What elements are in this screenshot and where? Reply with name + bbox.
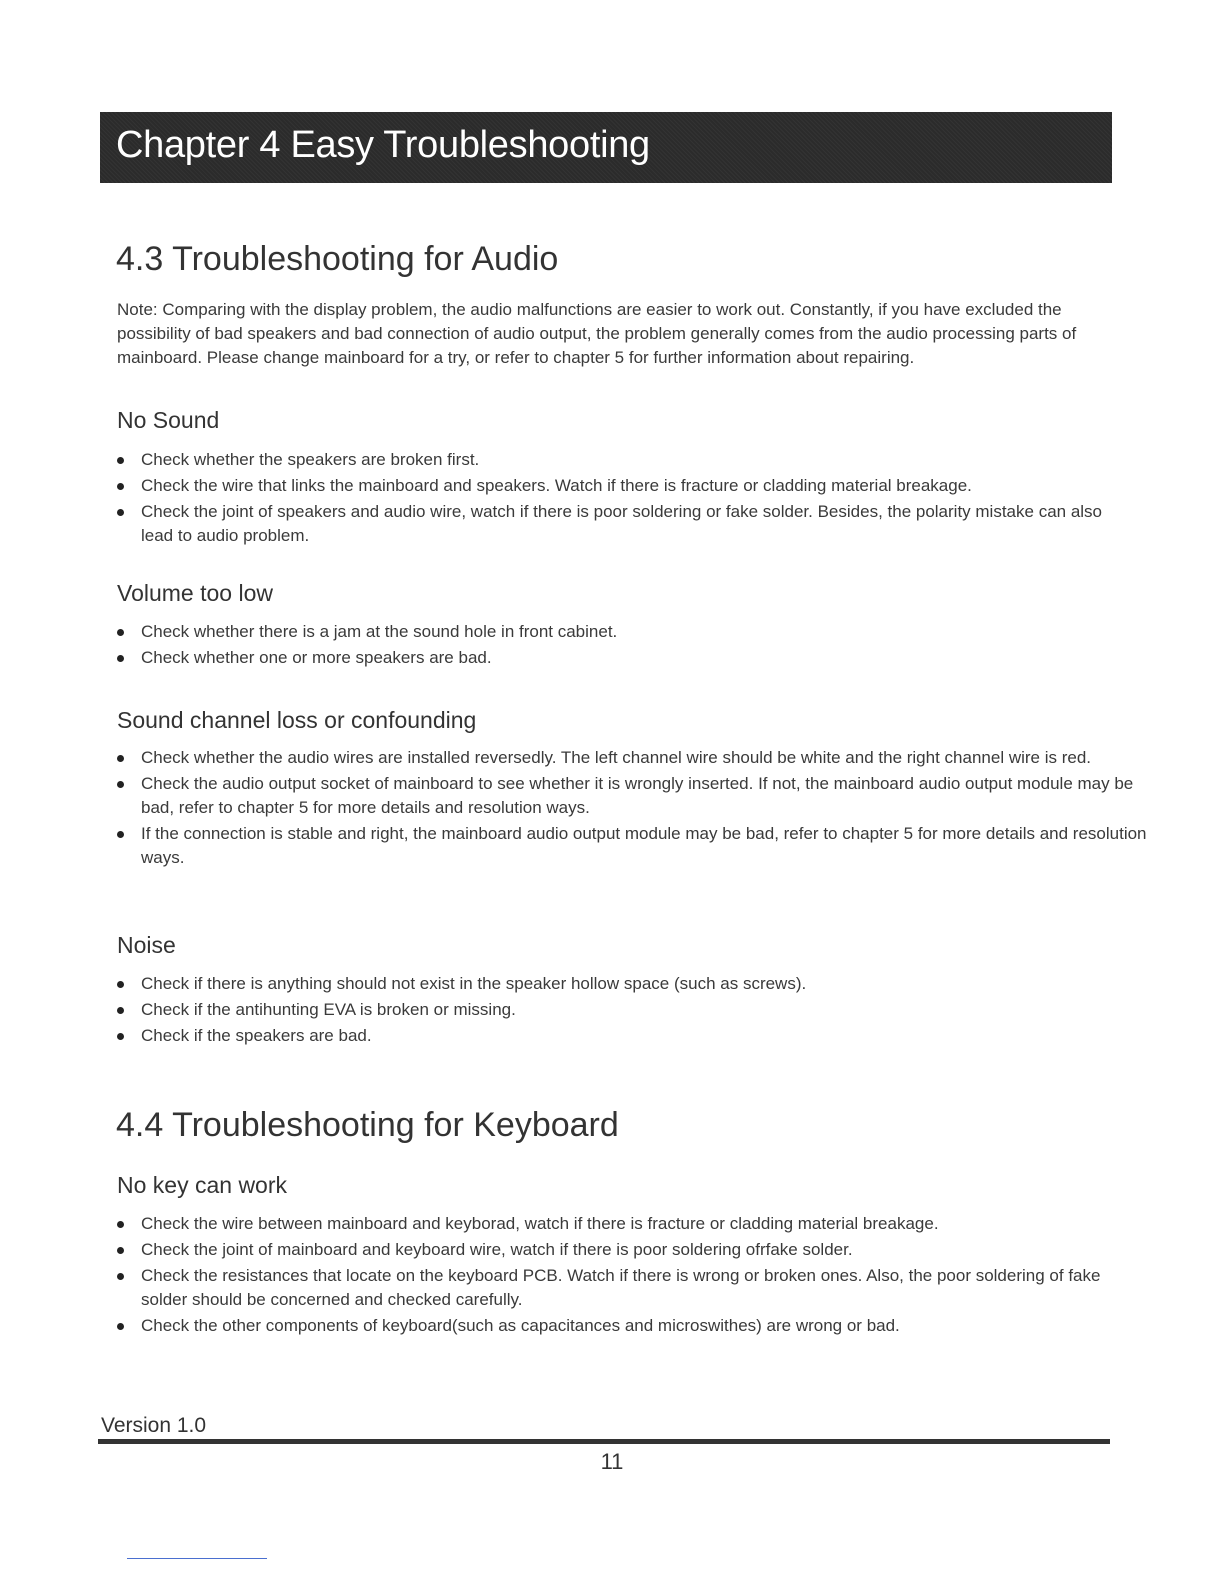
subsection-title-sound-channel: Sound channel loss or confounding [117, 707, 477, 733]
list-item: Check the wire between mainboard and keyborad, watch if there is fracture or cladding material breakage. [117, 1212, 1117, 1236]
audio-note: Note: Comparing with the display problem, the audio malfunctions are easier to work out. Constantly, if you have excluded the possibility of bad speakers and bad connection of audio output, the problem generally comes from the audio processing parts of mainboard. Please change mainboard for a try, or refer to chapter 5 for further information about repairing. [117, 300, 1077, 367]
footer-divider [98, 1439, 1110, 1444]
list-item: Check the other components of keyboard(such as capacitances and microswithes) are wrong or bad. [117, 1314, 1117, 1338]
no-sound-list [117, 448, 1107, 550]
list-item: Check whether there is a jam at the sound hole in front cabinet. [117, 620, 1107, 644]
subsection-title-noise: Noise [117, 932, 176, 958]
subsection-title-no-sound: No Sound [117, 407, 220, 433]
list-item: Check the joint of speakers and audio wire, watch if there is poor soldering or fake solder. Besides, the polarity mistake can also lead to audio problem. [117, 500, 1107, 548]
list-item: Check the wire that links the mainboard and speakers. Watch if there is fracture or cladding material breakage. [117, 474, 1107, 498]
chapter-banner [100, 112, 1112, 183]
list-item: Check whether the speakers are broken first. [117, 448, 1107, 472]
footer-version: Version 1.0 [101, 1414, 207, 1437]
noise-list [117, 972, 1107, 1050]
list-item: Check if the antihunting EVA is broken or missing. [117, 998, 1107, 1022]
list-item: Check whether the audio wires are installed reversedly. The left channel wire should be white and the right channel wire is red. [117, 746, 1157, 770]
list-item: Check whether one or more speakers are bad. [117, 646, 1107, 670]
subsection-title-volume-too-low: Volume too low [117, 580, 273, 606]
subsection-title-no-key: No key can work [117, 1172, 288, 1198]
list-item: If the connection is stable and right, the mainboard audio output module may be bad, refer to chapter 5 for more details and resolution ways. [117, 822, 1157, 870]
list-item: Check the audio output socket of mainboard to see whether it is wrongly inserted. If not, the mainboard audio output module may be bad, refer to chapter 5 for more details and resolution ways. [117, 772, 1157, 820]
list-item: Check if there is anything should not exist in the speaker hollow space (such as screws). [117, 972, 1107, 996]
page-number: 11 [600, 1449, 624, 1474]
section-title-audio: 4.3 Troubleshooting for Audio [116, 240, 559, 278]
chapter-title: Chapter 4 Easy Troubleshooting [116, 124, 650, 166]
list-item: Check the resistances that locate on the keyboard PCB. Watch if there is wrong or broken ones. Also, the poor soldering of fake solder should be concerned and checked carefully. [117, 1264, 1117, 1312]
sound-channel-list [117, 746, 1157, 872]
volume-too-low-list [117, 620, 1107, 672]
bottom-divider [127, 1558, 267, 1559]
list-item: Check the joint of mainboard and keyboard wire, watch if there is poor soldering ofrfake solder. [117, 1238, 1117, 1262]
no-key-list [117, 1212, 1117, 1340]
list-item: Check if the speakers are bad. [117, 1024, 1107, 1048]
section-title-keyboard: 4.4 Troubleshooting for Keyboard [116, 1106, 619, 1144]
